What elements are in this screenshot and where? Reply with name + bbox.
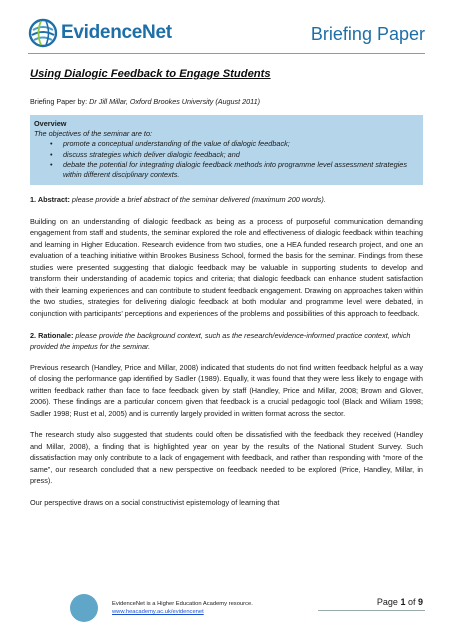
footer-circle-logo (70, 594, 98, 622)
overview-intro: The objectives of the seminar are to: (34, 129, 153, 139)
section-1-label: 1. Abstract: (30, 195, 70, 205)
globe-icon (28, 18, 58, 48)
objective-item: • discuss strategies which deliver dialogic feedback; and (34, 150, 419, 160)
footer-credit-line: EvidenceNet is a Higher Education Academy resource. (112, 601, 253, 607)
objectives-list (34, 139, 419, 180)
footer-credit (112, 600, 253, 616)
objective-item: • promote a conceptual understanding of the value of dialogic feedback; (34, 139, 419, 149)
header-divider (28, 53, 425, 54)
page-of: of (405, 597, 418, 607)
byline (30, 97, 423, 106)
logo-wordmark (61, 22, 172, 44)
rationale-paragraph-1: Previous research (Handley, Price and Millar, 2008) indicated that students do not find written feedback helpful as a way of closing the performance gap identified by Sadler (1989). Equally, it was found that they were less likely to engage with written feedback rather than face to face feedback given by staff (Handley, Price and Millar, 2008; Brown and Glover, 2006). These findings are a particular concern given that feedback is a crucial pedagogic tool (Black and Wiliam 1998; Sadler 1998; Rust et al, 2005) and is currently largely provided in written format across the sector. (30, 362, 423, 418)
byline-author: Dr Jill Millar, Oxford Brookes University (August 2011) (89, 97, 260, 106)
abstract-paragraph: Building on an understanding of dialogic feedback as being as a process of purposeful communication demanding engagement from staff and students, the seminar explored the role and effectiveness of dialogic feedback within teaching and learning in Higher Education. Research evidence from two studies, one a HEA funded research project, and one an evaluation of a teaching initiative within Brookes Business School, formed the basis for the seminar. Findings from these studies were presented suggesting that dialogic feedback may be valuable in supporting students to develop and transform their understanding of academic topics and criteria; that dialogic feedback can enhance student satisfaction with their learning experiences and can contribute to student feedback engagement. Drawing on approaches taken within the two studies, strategies for delivering dialogic feedback at both modular and programme level were debated, in conjunction with participants’ perceptions and experiences of the problems and possibilities of this approach to feedback. (30, 216, 423, 318)
document-body (30, 66, 423, 508)
page-title: Using Dialogic Feedback to Engage Students (30, 68, 271, 80)
overview-box (30, 115, 423, 185)
page-label: Page (376, 597, 401, 607)
footer-divider (318, 610, 425, 611)
document-type-label: Briefing Paper (310, 24, 425, 44)
evidencenet-logo[interactable] (28, 14, 172, 52)
page-number (377, 597, 423, 607)
page-total: 9 (417, 597, 423, 607)
page-current: 1 (400, 597, 406, 607)
rationale-paragraph-2: The research study also suggested that students could often be dissatisfied with the feedback they received (Handley and Millar, 2008), a finding that is highlighted year on year by the results of the National Student Survey. Such dissatisfaction may only contribute to a lack of engagement with feedback, and rather than responding with “more of the same”, our research concluded that a new perspective on feedback needed to be explored (Price, Handley, Millar, in press). (30, 430, 423, 486)
logo-text-net: Net (142, 22, 172, 43)
section-1-heading (30, 195, 423, 205)
logo-text-evidence: Evidence (61, 22, 143, 43)
objective-item: • debate the potential for integrating dialogic feedback methods into programme level assessment strategies within different disciplinary contexts. (34, 160, 419, 180)
section-2-heading (30, 331, 423, 352)
byline-prefix: Briefing Paper by: (30, 97, 90, 106)
section-2-prompt: please provide the background context, such as the research/evidence-informed practice context, which provided the impetus for the seminar. (30, 331, 411, 351)
footer-link[interactable]: www.heacademy.ac.uk/evidencenet (112, 609, 204, 615)
rationale-paragraph-3: Our perspective draws on a social constructivist epistemology of learning that (30, 497, 280, 507)
overview-heading: Overview (34, 119, 67, 128)
section-2-label: 2. Rationale: (30, 331, 74, 341)
section-1-prompt: please provide a brief abstract of the seminar delivered (maximum 200 words). (71, 195, 326, 205)
